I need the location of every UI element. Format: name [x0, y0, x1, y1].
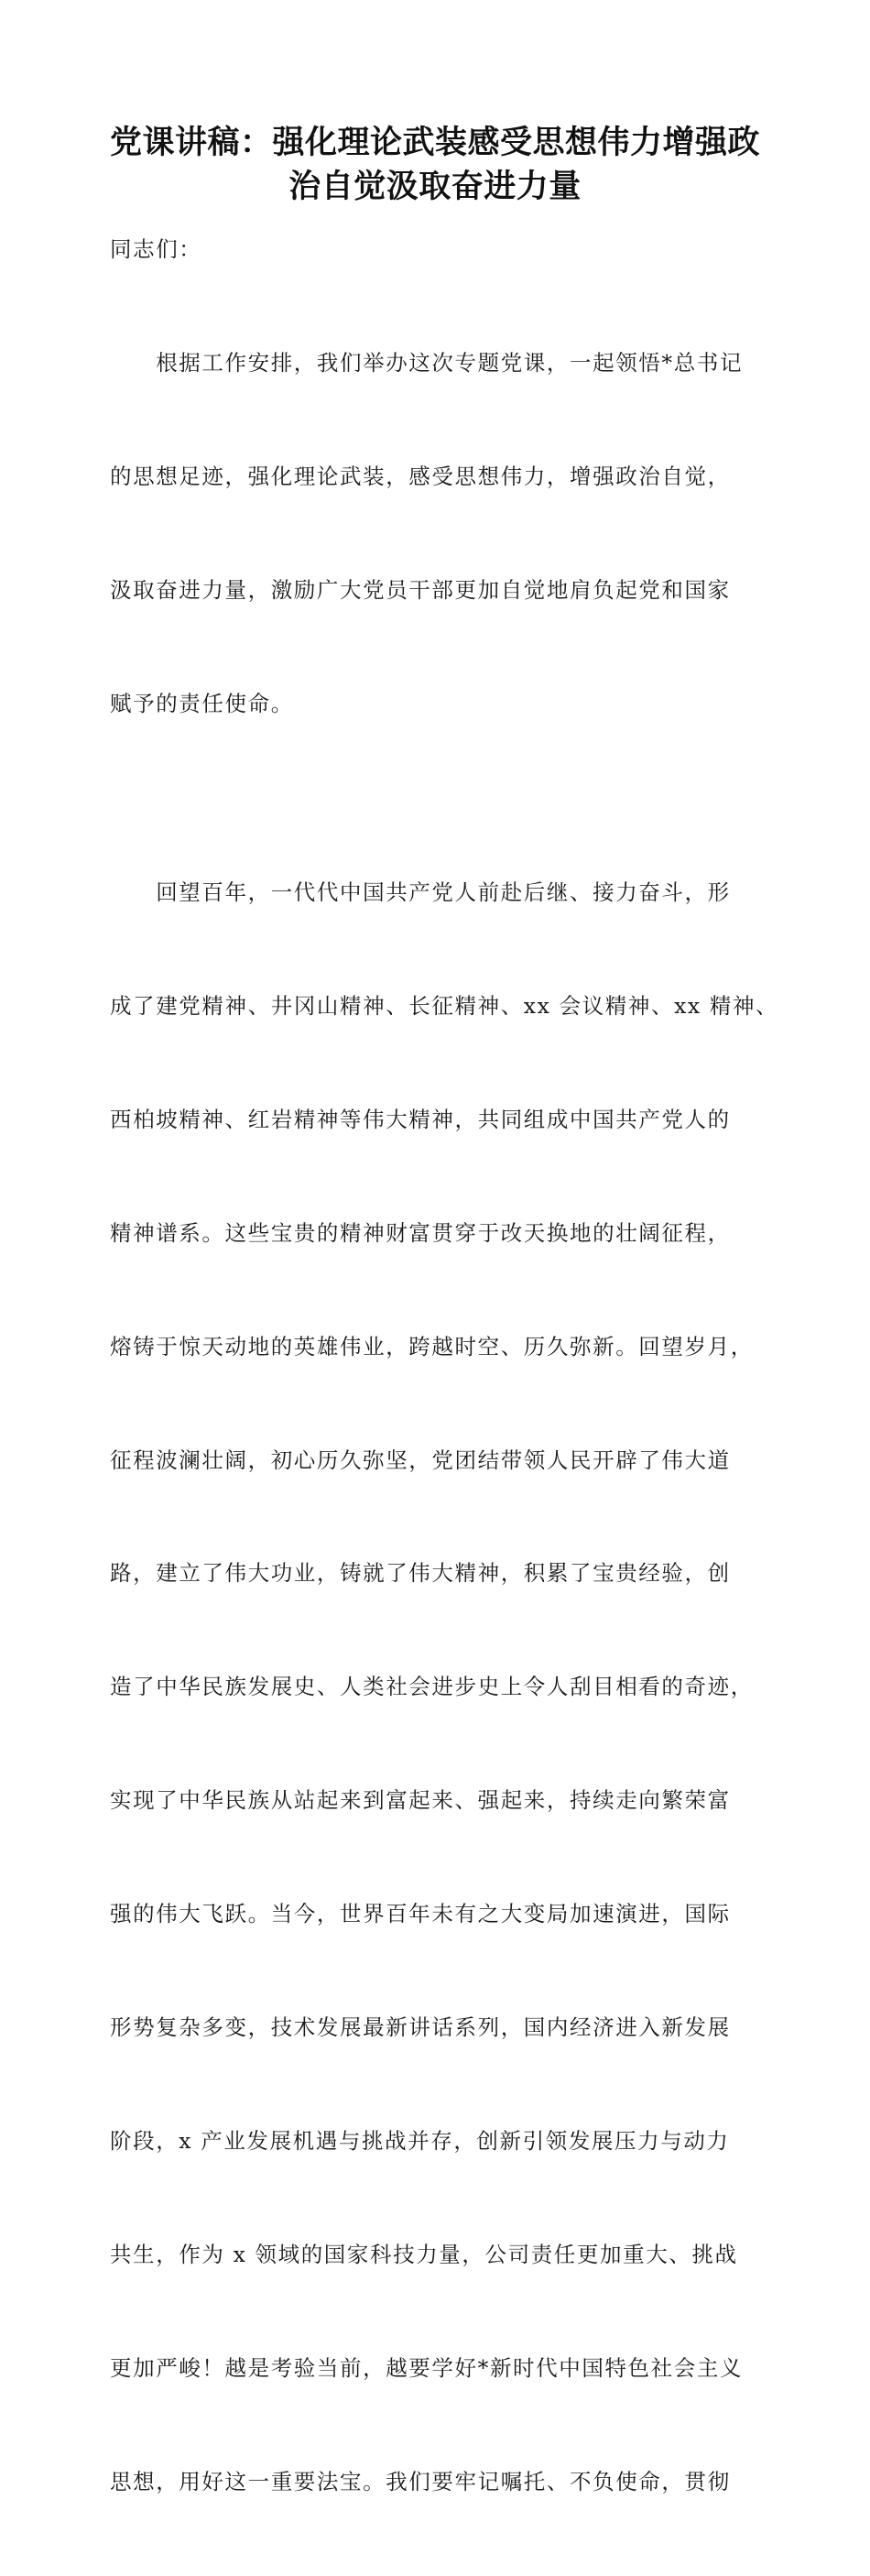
paragraph-line: 汲取奋进力量，激励广大党员干部更加自觉地肩负起党和国家 — [110, 576, 731, 603]
paragraph-line: 西柏坡精神、红岩精神等伟大精神，共同组成中国共产党人的 — [110, 1106, 731, 1132]
paragraph-line: 共生，作为 x 领域的国家科技力量，公司责任更加重大、挑战 — [110, 2241, 738, 2267]
paragraph-line: 形势复杂多变，技术发展最新讲话系列，国内经济进入新发展 — [110, 2014, 731, 2040]
paragraph-line: 更加严峻！越是考验当前，越要学好*新时代中国特色社会主义 — [110, 2354, 744, 2381]
paragraph-line: 思想，用好这一重要法宝。我们要牢记嘱托、不负使命，贯彻 — [110, 2468, 731, 2494]
paragraph-line: 精神谱系。这些宝贵的精神财富贯穿于改天换地的壮阔征程， — [110, 1219, 731, 1246]
paragraph-line: 熔铸于惊天动地的英雄伟业，跨越时空、历久弥新。回望岁月， — [110, 1333, 754, 1359]
paragraph-2 — [110, 798, 779, 2576]
salutation: 同志们： — [110, 236, 202, 262]
title-line-1: 党课讲稿：强化理论武装感受思想伟力增强政 — [109, 124, 760, 161]
paragraph-line: 赋予的责任使命。 — [110, 690, 294, 716]
paragraph-line: 路，建立了伟大功业，铸就了伟大精神，积累了宝贵经验，创 — [110, 1560, 731, 1587]
document-title — [92, 121, 778, 209]
document-body — [110, 231, 779, 2576]
paragraph-line: 成了建党精神、井冈山精神、长征精神、xx 会议精神、xx 精神、 — [110, 992, 779, 1019]
paragraph-line: 阶段，x 产业发展机遇与挑战并存，创新引领发展压力与动力 — [110, 2127, 730, 2154]
title-line-2: 治自觉汲取奋进力量 — [288, 168, 582, 205]
paragraph-line: 回望百年，一代代中国共产党人前赴后继、接力奋斗，形 — [110, 879, 731, 906]
paragraph-line: 造了中华民族发展史、人类社会进步史上令人刮目相看的奇迹， — [110, 1674, 754, 1700]
paragraph-line: 征程波澜壮阔，初心历久弥坚，党团结带领人民开辟了伟大道 — [110, 1446, 731, 1473]
paragraph-line: 的思想足迹，强化理论武装，感受思想伟力，增强政治自觉， — [110, 463, 731, 489]
paragraph-line: 根据工作安排，我们举办这次专题党课，一起领悟*总书记 — [110, 349, 744, 376]
paragraph-line: 实现了中华民族从站起来到富起来、强起来，持续走向繁荣富 — [110, 1787, 731, 1814]
paragraph-1 — [110, 268, 766, 798]
paragraph-line: 强的伟大飞跃。当今，世界百年未有之大变局加速演进，国际 — [110, 1901, 731, 1927]
